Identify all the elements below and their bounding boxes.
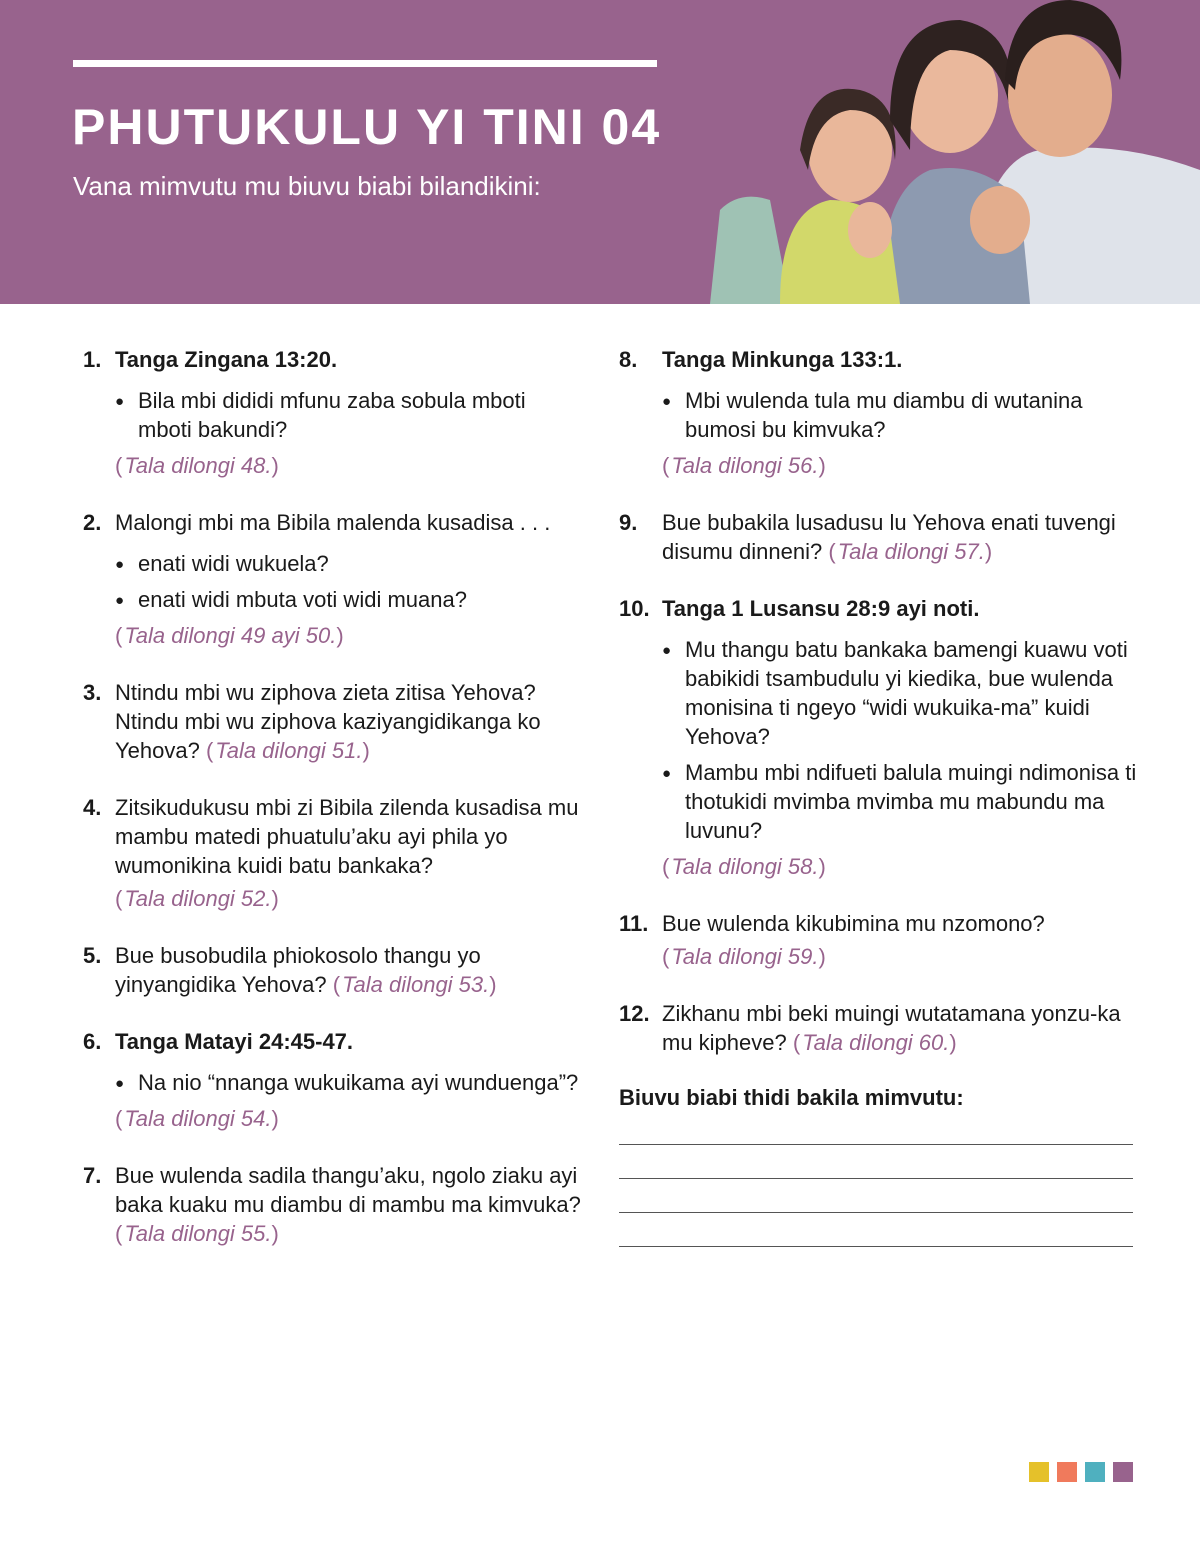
lesson-reference-link[interactable]: ( Tala dilongi 59. ) [662, 942, 1139, 971]
question-text: Tanga Matayi 24:45-47. [115, 1029, 354, 1054]
bullet-item: ● Mambu mbi ndifueti balula muingi ndimonisa ti thotukidi mvimba mvimba mu mabundu ma luvunu? [662, 758, 1139, 845]
question-text: Zitsikudukusu mbi zi Bibila zilenda kusadisa mu mambu matedi phuatulu’aku ayi phila yo wumonikina kuidi batu bankaka? [115, 795, 579, 878]
lesson-reference-link[interactable]: ( Tala dilongi 55. ) [115, 1221, 279, 1246]
bullet-list [115, 549, 583, 614]
question-item [83, 678, 583, 765]
question-text: Tanga 1 Lusansu 28:9 ayi noti. [662, 596, 980, 621]
question-number: 8. [619, 347, 638, 372]
bullet-item: ● Na nio “nnanga wukuikama ayi wunduenga”? [115, 1068, 583, 1097]
question-item [83, 508, 583, 650]
question-text: Zikhanu mbi beki muingi wutatamana yonzu-ka mu kipheve? [662, 1001, 1121, 1055]
bullet-item: ● Mbi wulenda tula mu diambu di wutanina bumosi bu kimvuka? [662, 386, 1139, 444]
question-item [619, 508, 1139, 566]
questions-left-column [83, 345, 583, 1276]
answer-line[interactable] [619, 1246, 1133, 1247]
question-item [619, 909, 1139, 971]
question-number: 10. [619, 596, 650, 621]
color-square [1113, 1462, 1133, 1482]
page-title: PHUTUKULU YI TINI 04 [72, 99, 662, 155]
header-banner [0, 0, 1200, 304]
question-number: 4. [83, 795, 102, 820]
bullet-list [662, 386, 1139, 444]
lesson-reference-link[interactable]: ( Tala dilongi 54. ) [115, 1104, 583, 1133]
question-text: Bue wulenda sadila thangu’aku, ngolo ziaku ayi baka kuaku mu diambu di mambu ma kimvuka? [115, 1163, 581, 1217]
answer-line[interactable] [619, 1144, 1133, 1145]
question-number: 7. [83, 1163, 102, 1188]
question-item [619, 999, 1139, 1057]
question-text: Malongi mbi ma Bibila malenda kusadisa . . . [115, 510, 551, 535]
question-number: 5. [83, 943, 102, 968]
question-number: 1. [83, 347, 102, 372]
answer-line[interactable] [619, 1178, 1133, 1179]
color-squares [1029, 1462, 1133, 1482]
lesson-reference-link[interactable]: ( Tala dilongi 53. ) [333, 972, 497, 997]
question-item [619, 345, 1139, 480]
answer-line[interactable] [619, 1212, 1133, 1213]
lesson-reference-link[interactable]: ( Tala dilongi 49 ayi 50. ) [115, 621, 583, 650]
question-text: Bue wulenda kikubimina mu nzomono? [662, 911, 1045, 936]
question-item [83, 345, 583, 480]
bullet-item: ● enati widi wukuela? [115, 549, 583, 578]
question-item [83, 1161, 583, 1248]
bullet-item: ● Mu thangu batu bankaka bamengi kuawu voti babikidi tsambudulu yi kiedika, bue wulenda monisina ti ngeyo “widi wukuika-ma” kuidi Yehova? [662, 635, 1139, 751]
color-square [1085, 1462, 1105, 1482]
lesson-reference-link[interactable]: ( Tala dilongi 48. ) [115, 451, 583, 480]
lesson-reference-link[interactable]: ( Tala dilongi 58. ) [662, 852, 1139, 881]
question-number: 12. [619, 1001, 650, 1026]
question-text: Bue bubakila lusadusu lu Yehova enati tuvengi disumu dinneni? [662, 510, 1116, 564]
question-item [83, 941, 583, 999]
question-number: 6. [83, 1029, 102, 1054]
bullet-item: ● enati widi mbuta voti widi muana? [115, 585, 583, 614]
family-praying-illustration [700, 0, 1200, 304]
question-number: 11. [619, 911, 649, 936]
lesson-reference-link[interactable]: ( Tala dilongi 52. ) [115, 884, 583, 913]
question-number: 3. [83, 680, 102, 705]
question-text: Ntindu mbi wu ziphova zieta zitisa Yehova? Ntindu mbi wu ziphova kaziyangidikanga ko Yehova? [115, 680, 541, 763]
lesson-reference-link[interactable]: ( Tala dilongi 56. ) [662, 451, 1139, 480]
header-rule [73, 60, 657, 67]
bullet-list [115, 1068, 583, 1097]
question-number: 9. [619, 510, 638, 535]
page-subtitle: Vana mimvutu mu biuvu biabi bilandikini: [73, 171, 541, 201]
lesson-reference-link[interactable]: ( Tala dilongi 60. ) [793, 1030, 957, 1055]
notes-label: Biuvu biabi thidi bakila mimvutu: [619, 1085, 964, 1110]
bullet-list [115, 386, 583, 444]
question-text: Tanga Zingana 13:20. [115, 347, 338, 372]
bullet-item: ● Bila mbi dididi mfunu zaba sobula mboti mboti bakundi? [115, 386, 583, 444]
question-item [83, 1027, 583, 1133]
question-text: Tanga Minkunga 133:1. [662, 347, 903, 372]
lesson-reference-link[interactable]: ( Tala dilongi 57. ) [828, 539, 992, 564]
question-item [619, 594, 1139, 881]
bullet-list [662, 635, 1139, 845]
color-square [1029, 1462, 1049, 1482]
questions-right-column [619, 345, 1139, 1247]
question-item [83, 793, 583, 913]
color-square [1057, 1462, 1077, 1482]
question-text: Bue busobudila phiokosolo thangu yo yinyangidika Yehova? [115, 943, 481, 997]
lesson-reference-link[interactable]: ( Tala dilongi 51. ) [206, 738, 370, 763]
question-number: 2. [83, 510, 102, 535]
